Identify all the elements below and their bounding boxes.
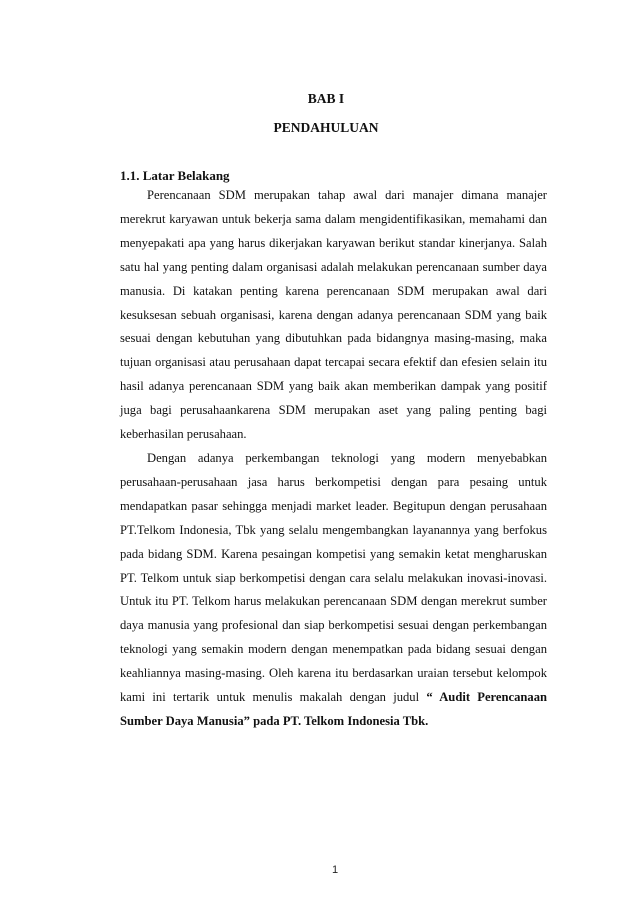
page-number: 1 bbox=[331, 864, 339, 876]
paragraph-1: Perencanaan SDM merupakan tahap awal dari manajer dimana manajer merekrut karyawan untuk bekerja sama dalam mengidentifikasikan, memahami dan menyepakati apa yang harus dikerjakan karyawan berikut standar kinerjanya. Salah satu hal yang penting dalam organisasi adalah melakukan perencanaan sumber daya manusia. Di katakan penting karena perencanaan SDM merupakan awal dari kesuksesan sebuah organisasi, karena dengan adanya perencanaan SDM yang baik sesuai dengan kebutuhan yang dibutuhkan pada bidangnya masing-masing, maka tujuan organisasi atau perusahaan dapat tercapai secara efektif dan efesien selain itu hasil adanya perencanaan SDM yang baik akan memberikan dampak yang positif juga bagi perusahaankarena SDM merupakan aset yang paling penting bagi keberhasilan perusahaan. bbox=[120, 188, 547, 442]
chapter-number: BAB I bbox=[307, 91, 345, 106]
report-title-emphasis: “ Audit Perencanaan Sumber Daya Manusia” pada PT. Telkom Indonesia Tbk. bbox=[120, 690, 547, 728]
section-heading: 1.1. Latar Belakang bbox=[120, 168, 230, 183]
paragraph-2 bbox=[120, 447, 547, 734]
paragraph-2-text: Dengan adanya perkembangan teknologi yang modern menyebabkan perusahaan-perusahaan jasa harus berkompetisi dengan para pesaing untuk mendapatkan pasar sehingga menjadi market leader. Begitupun dengan perusahaan PT.Telkom Indonesia, Tbk yang selalu mengembangkan layanannya yang berfokus pada bidang SDM. Karena pesaingan kompetisi yang semakin ketat mengharuskan PT. Telkom untuk siap berkompetisi dengan cara selalu melakukan inovasi-inovasi. Untuk itu PT. Telkom harus melakukan perencanaan SDM dengan merekrut sumber daya manusia yang profesional dan siap berkompetisi sesuai dengan perkembangan teknologi yang semakin modern dengan menempatkan pada bidang sesuai dengan keahliannya masing-masing. Oleh karena itu berdasarkan uraian tersebut kelompok kami ini tertarik untuk menulis makalah dengan judul bbox=[120, 450, 547, 705]
body-text bbox=[120, 184, 547, 734]
chapter-title: PENDAHULUAN bbox=[273, 120, 379, 135]
